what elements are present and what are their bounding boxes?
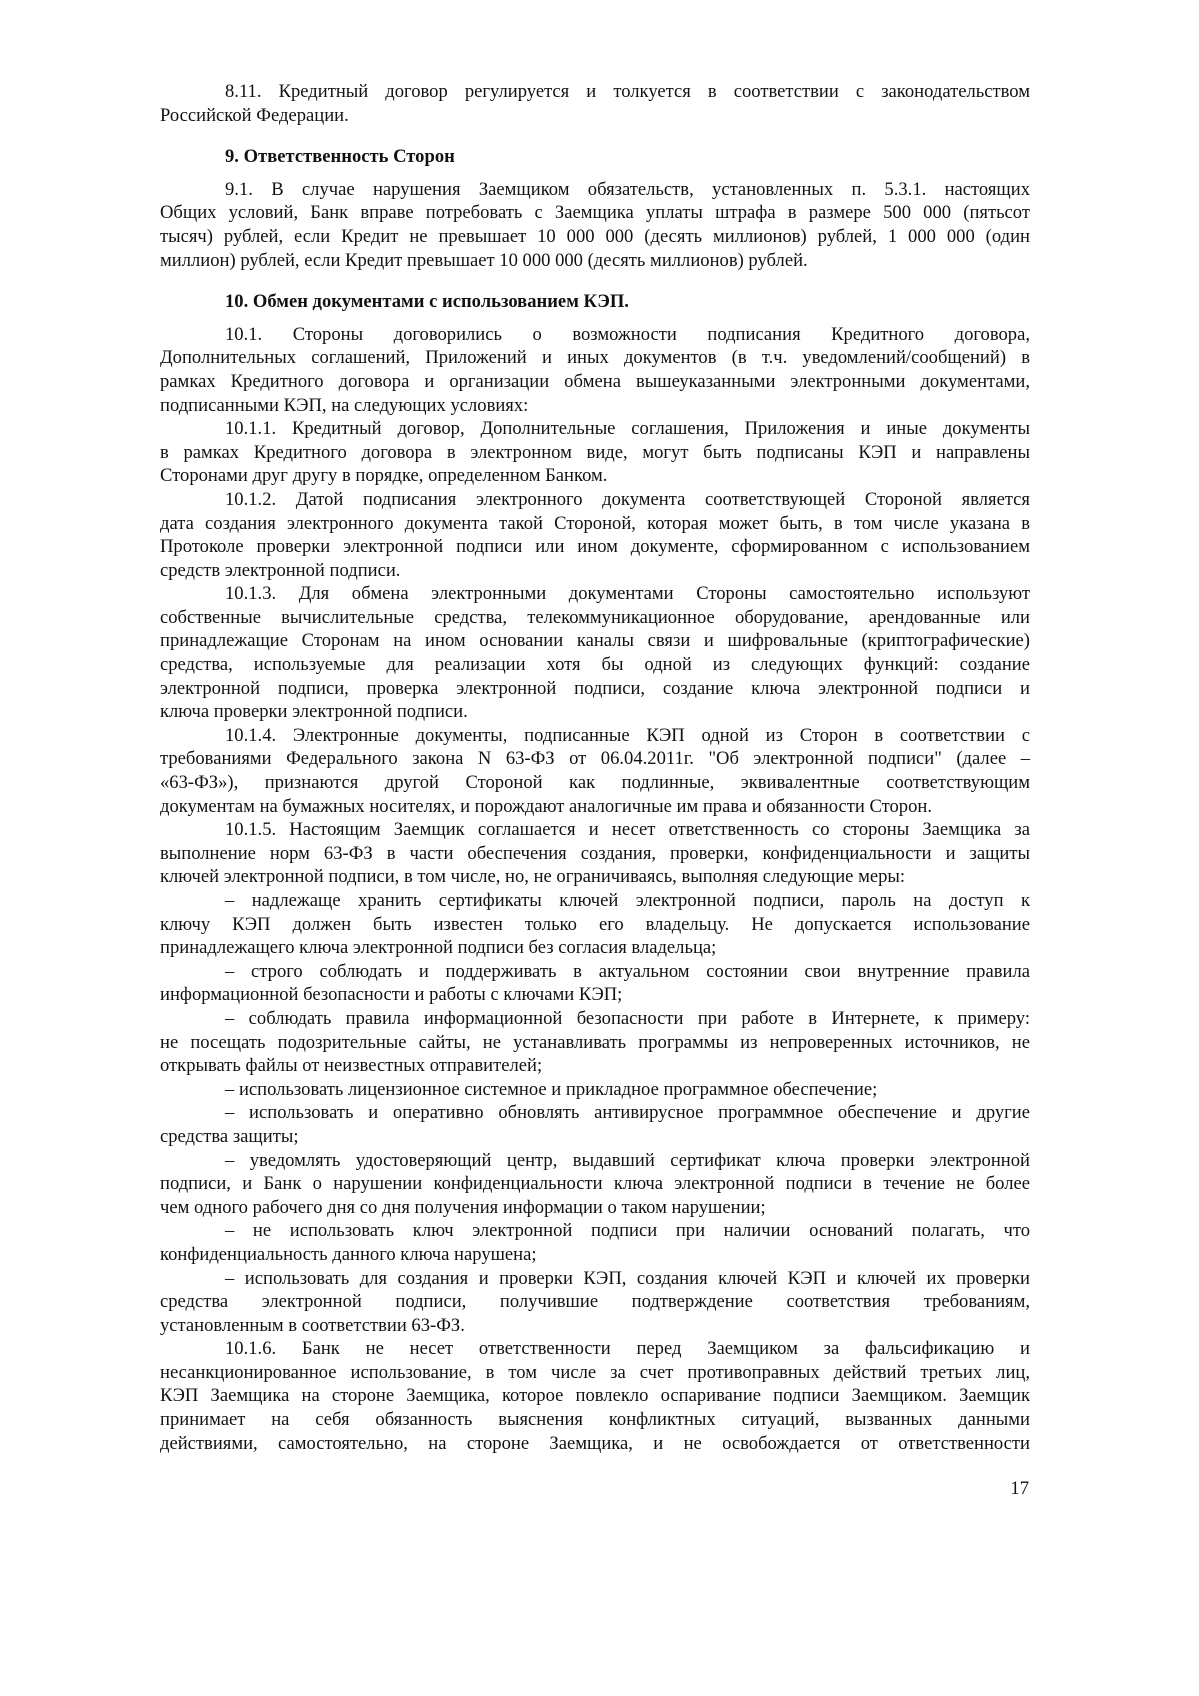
paragraph xyxy=(160,1101,1030,1148)
text-line: выполнение норм 63-ФЗ в части обеспечения создания, проверки, конфиденциальности и защиты xyxy=(160,842,1030,864)
paragraph xyxy=(160,1267,1030,1338)
paragraph xyxy=(160,488,1030,582)
text-line: КЭП Заемщика на стороне Заемщика, которое повлекло оспаривание подписи Заемщиком. Заемщик xyxy=(160,1385,1030,1407)
text-line: 9.1. В случае нарушения Заемщиком обязательств, установленных п. 5.3.1. настоящих xyxy=(225,178,1030,200)
text-line: – соблюдать правила информационной безопасности при работе в Интернете, к примеру: xyxy=(225,1007,1030,1029)
text-line: 10.1.6. Банк не несет ответственности перед Заемщиком за фальсификацию и xyxy=(225,1338,1030,1360)
text-line: не посещать подозрительные сайты, не устанавливать программы из непроверенных источников, не xyxy=(160,1031,1030,1053)
text-line: документам на бумажных носителях, и порождают аналогичные им права и обязанности Сторон. xyxy=(160,795,933,817)
text-line: 10.1.2. Датой подписания электронного документа соответствующей Стороной является xyxy=(225,488,1030,510)
text-line: тысяч) рублей, если Кредит не превышает 10 000 000 (десять миллионов) рублей, 1 000 000 (один xyxy=(160,225,1030,247)
text-line: «63-ФЗ»), признаются другой Стороной как подлинные, эквивалентные соответствующим xyxy=(160,772,1030,794)
text-line: – уведомлять удостоверяющий центр, выдавший сертификат ключа проверки электронной xyxy=(225,1149,1030,1171)
text-line: – использовать и оперативно обновлять антивирусное программное обеспечение и другие xyxy=(225,1102,1030,1124)
text-line: подписанными КЭП, на следующих условиях: xyxy=(160,394,529,416)
text-line: средства, используемые для реализации хотя бы одной из следующих функций: создание xyxy=(160,654,1030,676)
text-line: средства электронной подписи, получившие подтверждение соответствия требованиям, xyxy=(160,1291,1030,1313)
text-line: установленным в соответствии 63-ФЗ. xyxy=(160,1314,465,1336)
text-line: требованиями Федерального закона N 63-ФЗ от 06.04.2011г. "Об электронной подписи" (далее – xyxy=(160,748,1030,770)
paragraph xyxy=(160,960,1030,1007)
text-line: средства защиты; xyxy=(160,1125,299,1147)
text-line: действиями, самостоятельно, на стороне Заемщика, и не освобождается от ответственности xyxy=(160,1432,1030,1454)
text-line: электронной подписи, проверка электронной подписи, создание ключа электронной подписи и xyxy=(160,677,1030,699)
text-line: средств электронной подписи. xyxy=(160,559,401,581)
text-line: несанкционированное использование, в том числе за счет противоправных действий третьих лиц, xyxy=(160,1361,1030,1383)
text-line: Протоколе проверки электронной подписи или ином документе, сформированном с использованием xyxy=(160,536,1030,558)
paragraph xyxy=(160,1149,1030,1220)
text-line: Дополнительных соглашений, Приложений и иных документов (в т.ч. уведомлений/сообщений) в xyxy=(160,347,1030,369)
document-body xyxy=(160,80,1030,1455)
text-line: миллион) рублей, если Кредит превышает 10 000 000 (десять миллионов) рублей. xyxy=(160,249,808,271)
text-line: 10.1.1. Кредитный договор, Дополнительные соглашения, Приложения и иные документы xyxy=(225,418,1030,440)
text-line: 10.1. Стороны договорились о возможности подписания Кредитного договора, xyxy=(225,323,1030,345)
text-line: ключу КЭП должен быть известен только его владельцу. Не допускается использование xyxy=(160,913,1030,935)
text-line: конфиденциальность данного ключа нарушена; xyxy=(160,1243,537,1265)
text-line: собственные вычислительные средства, телекоммуникационное оборудование, арендованные или xyxy=(160,606,1030,628)
text-line: чем одного рабочего дня со дня получения информации о таком нарушении; xyxy=(160,1196,766,1218)
section-heading: 9. Ответственность Сторон xyxy=(225,146,455,168)
text-line: ключей электронной подписи, в том числе, но, не ограничиваясь, выполняя следующие меры: xyxy=(160,866,906,888)
text-line: 10.1.3. Для обмена электронными документами Стороны самостоятельно используют xyxy=(225,583,1030,605)
text-line: подписи, и Банк о нарушении конфиденциальности ключа электронной подписи в течение не более xyxy=(160,1173,1030,1195)
text-line: дата создания электронного документа такой Стороной, которая может быть, в том числе указана в xyxy=(160,512,1030,534)
paragraph xyxy=(160,582,1030,724)
text-line: – не использовать ключ электронной подписи при наличии оснований полагать, что xyxy=(225,1220,1030,1242)
text-line: – использовать лицензионное системное и прикладное программное обеспечение; xyxy=(225,1078,878,1100)
text-line: 10.1.4. Электронные документы, подписанные КЭП одной из Сторон в соответствии с xyxy=(225,724,1030,746)
text-line: 8.11. Кредитный договор регулируется и толкуется в соответствии с законодательством xyxy=(225,81,1030,102)
text-line: информационной безопасности и работы с ключами КЭП; xyxy=(160,984,623,1006)
text-line: принадлежащего ключа электронной подписи без согласия владельца; xyxy=(160,937,717,959)
text-line: – строго соблюдать и поддерживать в актуальном состоянии свои внутренние правила xyxy=(225,960,1030,982)
text-line: Российской Федерации. xyxy=(160,104,349,126)
section-heading: 10. Обмен документами с использованием КЭП. xyxy=(225,291,629,313)
text-line: Сторонами друг другу в порядке, определенном Банком. xyxy=(160,465,608,487)
text-line: принадлежащие Сторонам на ином основании каналы связи и шифровальные (криптографические) xyxy=(160,630,1030,652)
paragraph xyxy=(160,323,1030,417)
text-line: открывать файлы от неизвестных отправителей; xyxy=(160,1055,543,1077)
text-line: рамках Кредитного договора и организации обмена вышеуказанными электронными документами, xyxy=(160,370,1030,392)
text-line: Общих условий, Банк вправе потребовать с Заемщика уплаты штрафа в размере 500 000 (пятьсот xyxy=(160,202,1030,224)
paragraph xyxy=(160,417,1030,488)
paragraph xyxy=(160,889,1030,960)
text-line: – использовать для создания и проверки КЭП, создания ключей КЭП и ключей их проверки xyxy=(225,1267,1030,1289)
paragraph xyxy=(160,80,1030,127)
text-line: в рамках Кредитного договора в электронном виде, могут быть подписаны КЭП и направлены xyxy=(160,441,1030,463)
paragraph xyxy=(160,724,1030,818)
paragraph xyxy=(160,1337,1030,1455)
paragraph xyxy=(160,1078,1030,1102)
text-line: принимает на себя обязанность выяснения конфликтных ситуаций, вызванных данными xyxy=(160,1409,1030,1431)
paragraph xyxy=(160,818,1030,889)
text-line: – надлежаще хранить сертификаты ключей электронной подписи, пароль на доступ к xyxy=(225,890,1030,911)
paragraph xyxy=(160,1007,1030,1078)
paragraph xyxy=(160,178,1030,272)
text-line: ключа проверки электронной подписи. xyxy=(160,701,468,723)
page-number: 17 xyxy=(1010,1478,1029,1499)
text-line: 10.1.5. Настоящим Заемщик соглашается и несет ответственность со стороны Заемщика за xyxy=(225,819,1030,841)
paragraph xyxy=(160,1219,1030,1266)
